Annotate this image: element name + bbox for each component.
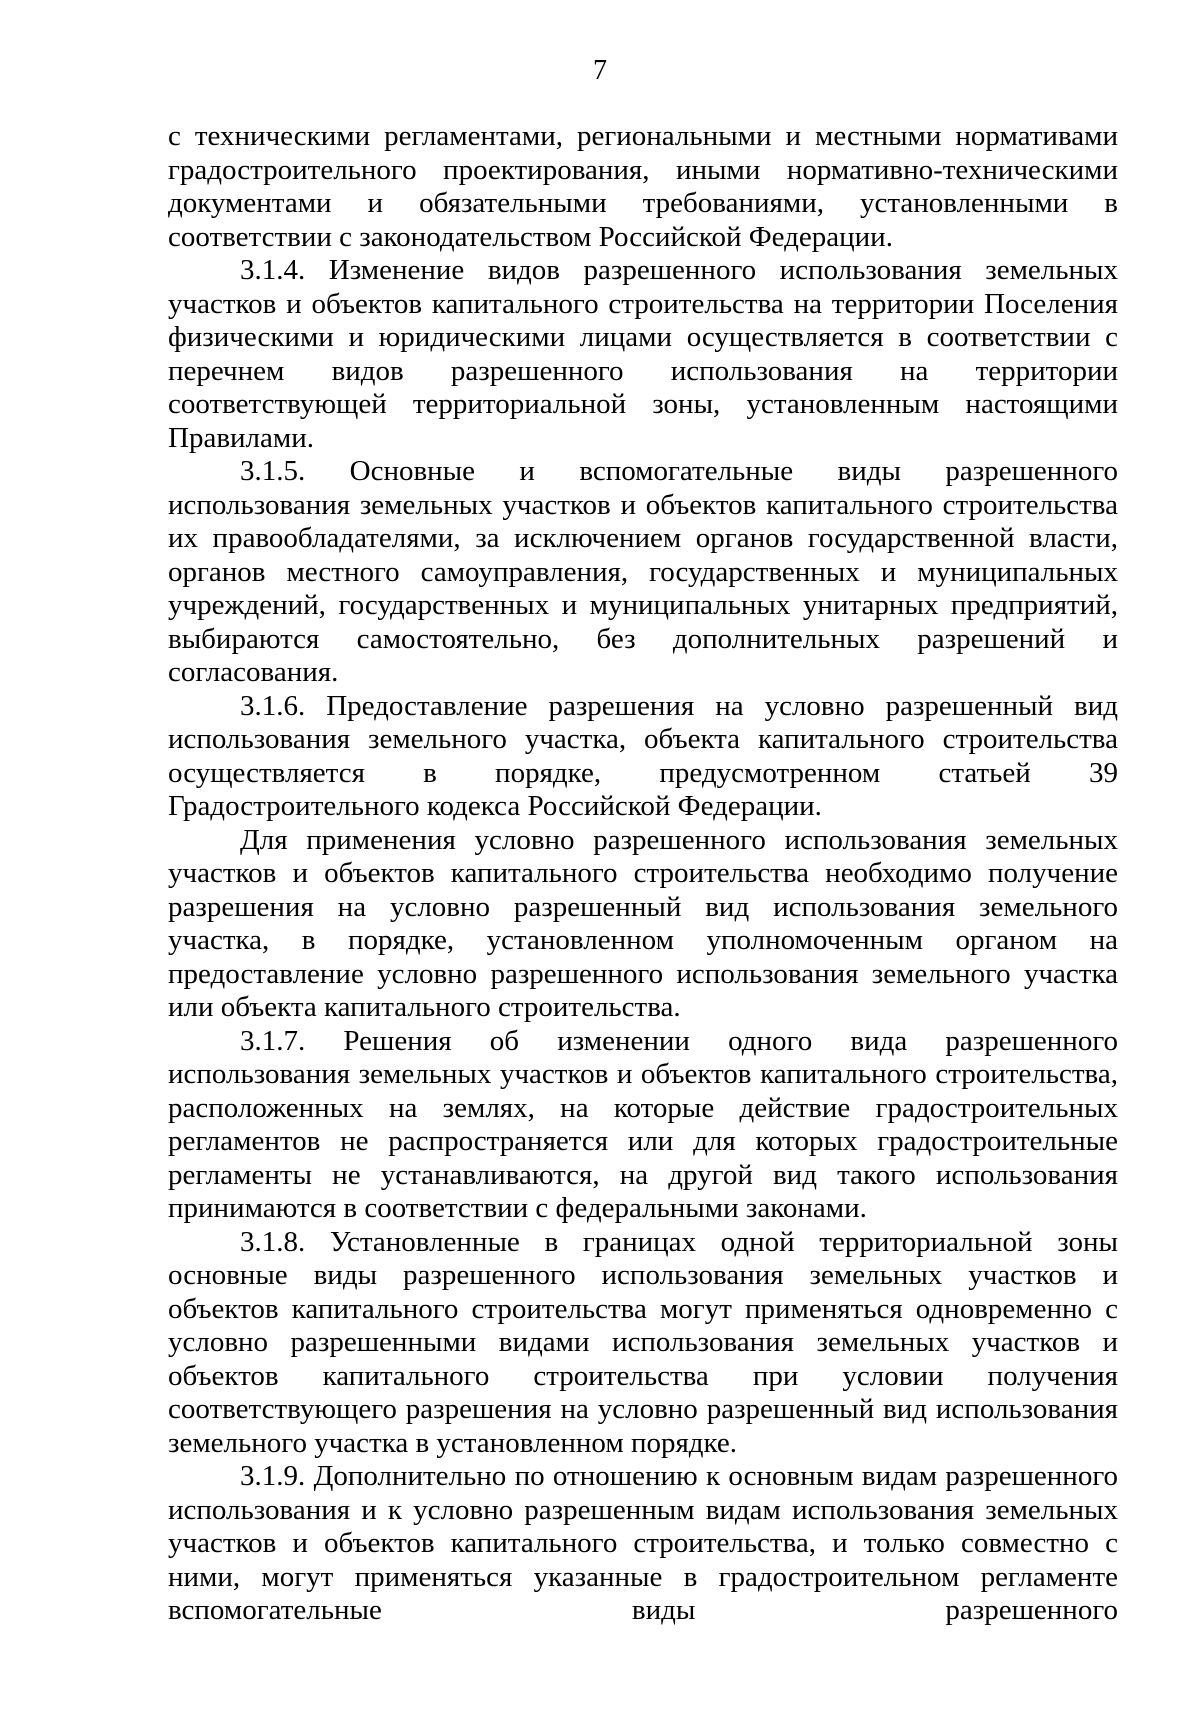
paragraph-conditional-use: Для применения условно разрешенного использования земельных участков и объектов капитального строительства необходимо получение разрешения на условно разрешенный вид использования земельного участка, в порядке, установленном уполномоченным органом на предоставление условно разрешенного использования земельного участка или объекта капитального строительства. — [168, 823, 1118, 1023]
paragraph-continuation: с техническими регламентами, региональными и местными нормативами градостроительного проектирования, иными нормативно-техническими документами и обязательными требованиями, установленными в соответствии с законодательством Российской Федерации. — [168, 120, 1118, 253]
paragraph-3-1-4: 3.1.4. Изменение видов разрешенного использования земельных участков и объектов капитального строительства на территории Поселения физическими и юридическими лицами осуществляется в соответствии с перечнем видов разрешенного использования на территории соответствующей территориальной зоны, установленным настоящими Правилами. — [168, 254, 1118, 454]
paragraph-3-1-6: 3.1.6. Предоставление разрешения на условно разрешенный вид использования земельного участка, объекта капитального строительства осуществляется в порядке, предусмотренном статьей 39 Градостроительного кодекса Российской Федерации. — [168, 689, 1118, 822]
paragraph-3-1-8: 3.1.8. Установленные в границах одной территориальной зоны основные виды разрешенного использования земельных участков и объектов капитального строительства могут применяться одновременно с условно разрешенными видами использования земельных участков и объектов капитального строительства при условии получения соответствующего разрешения на условно разрешенный вид использования земельного участка в установленном порядке. — [168, 1225, 1118, 1459]
document-body — [168, 120, 1118, 1628]
paragraph-3-1-9: 3.1.9. Дополнительно по отношению к основным видам разрешенного использования и к условно разрешенным видам использования земельных участков и объектов капитального строительства, и только совместно с ними, могут применяться указанные в градостроительном регламенте вспомогательные виды разрешенного — [168, 1460, 1118, 1626]
paragraph-3-1-5: 3.1.5. Основные и вспомогательные виды разрешенного использования земельных участков и объектов капитального строительства их правообладателями, за исключением органов государственной власти, органов местного самоуправления, государственных и муниципальных учреждений, государственных и муниципальных унитарных предприятий, выбираются самостоятельно, без дополнительных разрешений и согласования. — [168, 455, 1118, 688]
page-number: 7 — [593, 55, 607, 86]
paragraph-3-1-7: 3.1.7. Решения об изменении одного вида разрешенного использования земельных участков и объектов капитального строительства, расположенных на землях, на которые действие градостроительных регламентов не распространяется или для которых градостроительные регламенты не устанавливаются, на другой вид такого использования принимаются в соответствии с федеральными законами. — [168, 1024, 1118, 1224]
